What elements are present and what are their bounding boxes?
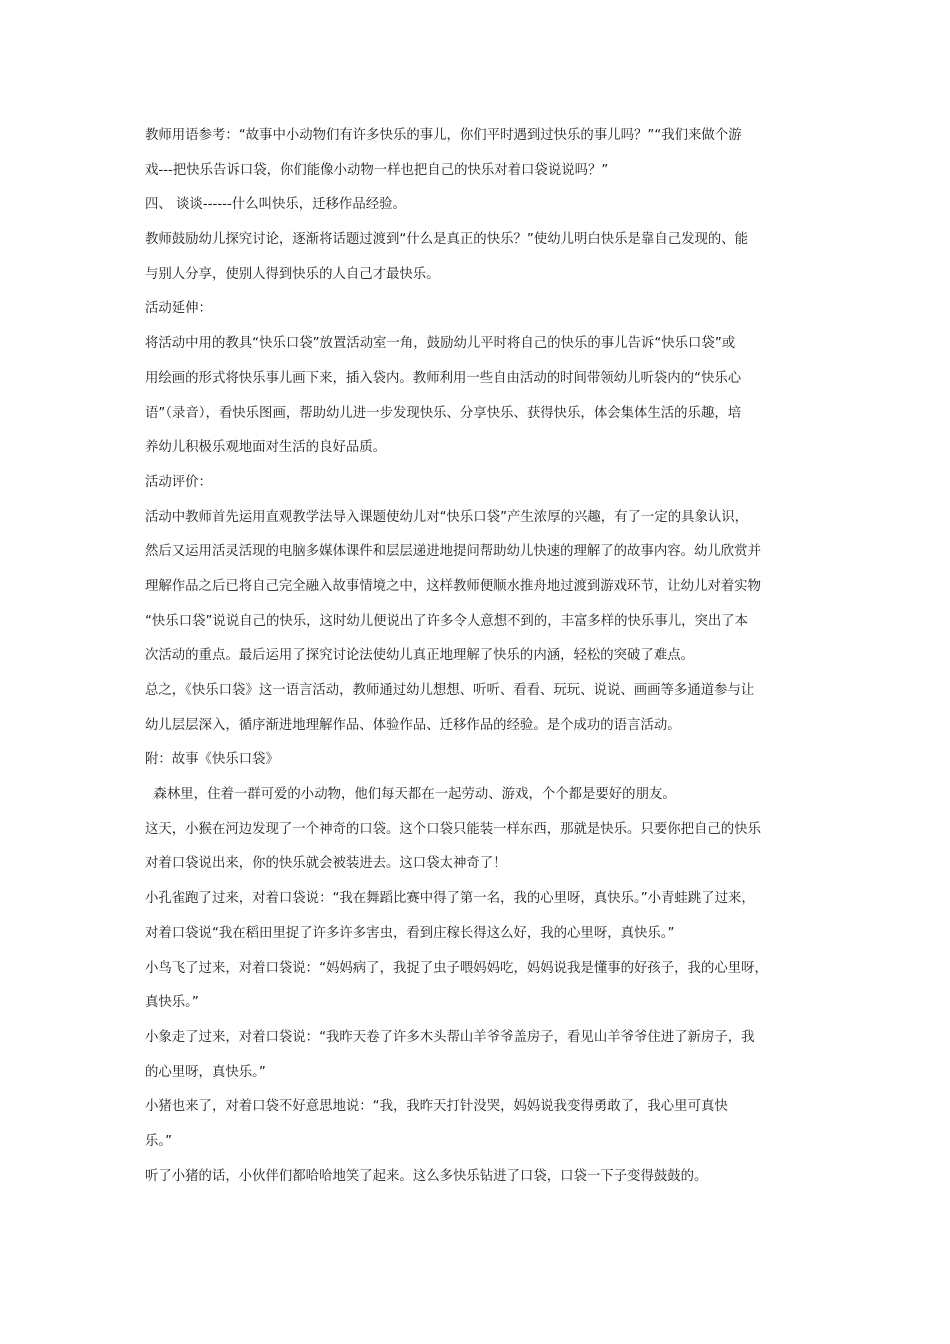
text-line: 真快乐。” [145, 995, 199, 1011]
text-line: 次活动的重点。最后运用了探究讨论法使幼儿真正地理解了快乐的内涵，轻松的突破了难点。 [145, 648, 695, 664]
text-line: 教师鼓励幼儿探究讨论，逐渐将话题过渡到“什么是真正的快乐？”使幼儿明白快乐是靠自己发现的、能 [145, 232, 749, 248]
text-line: 活动中教师首先运用直观教学法导入课题使幼儿对“快乐口袋”产生浓厚的兴趣，有了一定的具象认识， [145, 509, 749, 525]
text-line: 小象走了过来，对着口袋说：“我昨天卷了许多木头帮山羊爷爷盖房子，看见山羊爷爷住进了新房子，我 [145, 1029, 755, 1045]
text-line: 乐。” [145, 1133, 173, 1149]
text-line: 然后又运用活灵活现的电脑多媒体课件和层层递进地提问帮助幼儿快速的理解了的故事内容。幼儿欣赏并 [145, 544, 761, 560]
text-line: 对着口袋说“我在稻田里捉了许多许多害虫，看到庄稼长得这么好，我的心里呀，真快乐。” [145, 925, 675, 941]
text-line: 教师用语参考：“故事中小动物们有许多快乐的事儿，你们平时遇到过快乐的事儿吗？”“我们来做个游 [145, 128, 742, 143]
section-heading: 附：故事《快乐口袋》 [145, 752, 279, 768]
text-line: 养幼儿积极乐观地面对生活的良好品质。 [145, 440, 387, 456]
text-line: 对着口袋说出来，你的快乐就会被装进去。这口袋太神奇了！ [145, 856, 507, 872]
section-heading: 四、 谈谈------什么叫快乐，迁移作品经验。 [145, 197, 406, 213]
text-line: 听了小猪的话，小伙伴们都哈哈地笑了起来。这么多快乐钻进了口袋，口袋一下子变得鼓鼓的。 [145, 1168, 708, 1184]
text-line: 这天，小猴在河边发现了一个神奇的口袋。这个口袋只能装一样东西，那就是快乐。只要你把自己的快乐 [145, 821, 761, 837]
text-line: 戏---把快乐告诉口袋，你们能像小动物一样也把自己的快乐对着口袋说说吗？” [145, 162, 609, 178]
text-line: 小猪也来了，对着口袋不好意思地说：“我，我昨天打针没哭，妈妈说我变得勇敢了，我心里可真快 [145, 1099, 728, 1115]
text-line: 与别人分享，使别人得到快乐的人自己才最快乐。 [145, 266, 440, 282]
text-line: 用绘画的形式将快乐事儿画下来，插入袋内。教师利用一些自由活动的时间带领幼儿听袋内的“快乐心 [145, 370, 742, 386]
text-line: 森林里，住着一群可爱的小动物，他们每天都在一起劳动、游戏，个个都是要好的朋友。 [145, 787, 676, 803]
text-line: 的心里呀，真快乐。” [145, 1064, 266, 1080]
text-line: 小孔雀跑了过来，对着口袋说：“我在舞蹈比赛中得了第一名，我的心里呀，真快乐。”小青蛙跳了过来， [145, 891, 755, 907]
text-line: 将活动中用的教具“快乐口袋”放置活动室一角，鼓励幼儿平时将自己的快乐的事儿告诉“快乐口袋”或 [145, 336, 736, 352]
section-heading: 活动评价： [145, 474, 212, 490]
text-line: 小鸟飞了过来，对着口袋说：“妈妈病了，我捉了虫子喂妈妈吃，妈妈说我是懂事的好孩子，我的心里呀， [145, 960, 768, 976]
text-line: 理解作品之后已将自己完全融入故事情境之中，这样教师便顺水推舟地过渡到游戏环节，让幼儿对着实物 [145, 578, 761, 594]
text-line: “快乐口袋”说说自己的快乐，这时幼儿便说出了许多令人意想不到的，丰富多样的快乐事儿，突出了本 [145, 613, 749, 629]
text-line: 幼儿层层深入，循序渐进地理解作品、体验作品、迁移作品的经验。是个成功的语言活动。 [145, 717, 681, 733]
text-line: 语”（录音），看快乐图画，帮助幼儿进一步发现快乐、分享快乐、获得快乐，体会集体生活的乐趣，培 [145, 405, 742, 421]
section-heading: 活动延伸： [145, 301, 212, 317]
document-body [145, 122, 817, 1197]
text-line: 总之，《快乐口袋》这一语言活动，教师通过幼儿想想、听听、看看、玩玩、说说、画画等多通道参与让 [145, 683, 755, 698]
